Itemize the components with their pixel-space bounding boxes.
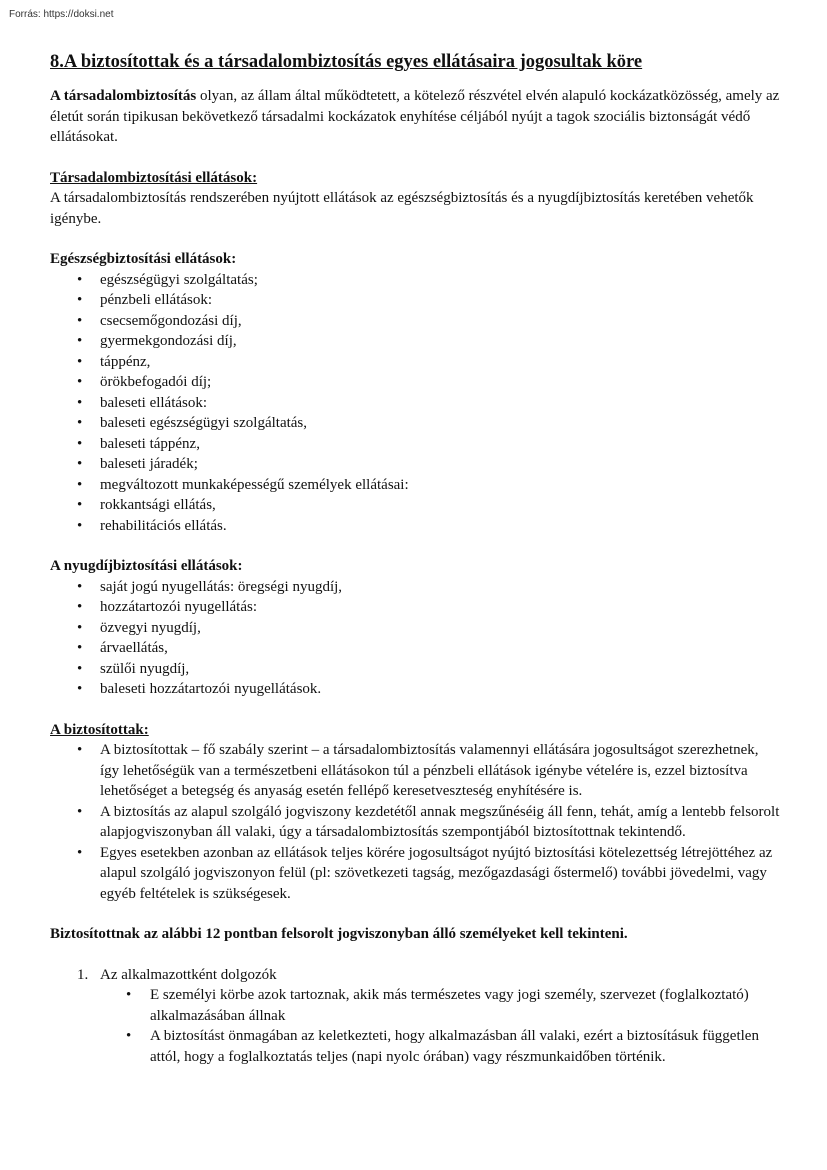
list-item: • baleseti táppénz, [50, 434, 780, 455]
document-page [50, 50, 780, 1067]
item-number: 1. [77, 966, 89, 983]
bt-heading: A biztosítottak: [50, 721, 149, 738]
list-item: • gyermekgondozási díj, [50, 331, 780, 352]
point1-sublist [50, 985, 780, 1067]
numbered-item [50, 965, 780, 986]
list-item: • táppénz, [50, 352, 780, 373]
list-item: • özvegyi nyugdíj, [50, 618, 780, 639]
intro-bold-term: A társadalombiztosítás [50, 88, 197, 104]
eb-list [50, 270, 780, 537]
numbered-list [50, 965, 780, 986]
intro-text: olyan, az állam által működtetett, a kötelező részvétel elvén alapuló kockázatközösség, amely az életút során tipikusan bekövetkező társadalmi kockázatok enyhítése céljából nyújt a tagok szociális biztonságát védő ellátásokat. [50, 88, 780, 145]
list-item: • A biztosítottak – fő szabály szerint – a társadalombiztosítás valamennyi ellátására jogosultságot szerezhetnek, így lehetőségük van a természetbeni ellátásokon túl a pénzbeli ellátások igénybe vételére is, ezzel biztosítva lehetőséget a betegség és anyaság esetén fellépő keresetveszteség enyhítésére is. [50, 740, 780, 802]
tb-text: A társadalombiztosítás rendszerében nyújtott ellátások az egészségbiztosítás és a nyugdíjbiztosítás keretében vehetők igénybe. [50, 190, 754, 227]
list-item: • baleseti hozzátartozói nyugellátások. [50, 679, 780, 700]
list-item: • pénzbeli ellátások: [50, 290, 780, 311]
list-item: • megváltozott munkaképességű személyek ellátásai: [50, 475, 780, 496]
list-item: • szülői nyugdíj, [50, 659, 780, 680]
list-item: • saját jogú nyugellátás: öregségi nyugdíj, [50, 577, 780, 598]
list-item: • A biztosítás az alapul szolgáló jogviszony kezdetétől annak megszűnéséig áll fenn, tehát, amíg a lentebb felsorolt alapjogviszonyban áll valaki, úgy a társadalombiztosítás szempontjából biztosítottnak tekintendő. [50, 802, 780, 843]
ny-list [50, 577, 780, 700]
list-item: • baleseti egészségügyi szolgáltatás, [50, 413, 780, 434]
twelve-points-statement: Biztosítottnak az alábbi 12 pontban felsorolt jogviszonyban álló személyeket kell tekinteni. [50, 926, 628, 942]
list-item: • árvaellátás, [50, 638, 780, 659]
list-item: • csecsemőgondozási díj, [50, 311, 780, 332]
list-item: • rokkantsági ellátás, [50, 495, 780, 516]
list-item: • E személyi körbe azok tartoznak, akik más természetes vagy jogi személy, szervezet (foglalkoztató) alkalmazásában állnak [50, 985, 780, 1026]
list-item: • baleseti járadék; [50, 454, 780, 475]
item-label: Az alkalmazottként dolgozók [100, 966, 277, 983]
list-item: • rehabilitációs ellátás. [50, 516, 780, 537]
ny-heading: A nyugdíjbiztosítási ellátások: [50, 558, 243, 574]
tb-heading: Társadalombiztosítási ellátások: [50, 169, 258, 186]
list-item: • örökbefogadói díj; [50, 372, 780, 393]
bt-list [50, 740, 780, 904]
source-note: Forrás: https://doksi.net [9, 9, 114, 20]
eb-heading: Egészségbiztosítási ellátások: [50, 251, 237, 267]
page-title: 8.A biztosítottak és a társadalombiztosítás egyes ellátásaira jogosultak köre [50, 52, 643, 72]
list-item: • egészségügyi szolgáltatás; [50, 270, 780, 291]
list-item: • hozzátartozói nyugellátás: [50, 597, 780, 618]
list-item: • Egyes esetekben azonban az ellátások teljes körére jogosultságot nyújtó biztosítási kötelezettség létrejöttéhez az alapul szolgáló jogviszonyon felül (pl: szövetkezeti tagság, mezőgazdasági őstermelő) további jövedelmi, vagy egyéb feltételek is szükségesek. [50, 843, 780, 905]
list-item: • baleseti ellátások: [50, 393, 780, 414]
list-item: • A biztosítást önmagában az keletkezteti, hogy alkalmazásban áll valaki, ezért a biztosításuk független attól, hogy a foglalkoztatás teljes (napi nyolc órában) vagy részmunkaidőben történik. [50, 1026, 780, 1067]
intro-paragraph [50, 86, 780, 148]
